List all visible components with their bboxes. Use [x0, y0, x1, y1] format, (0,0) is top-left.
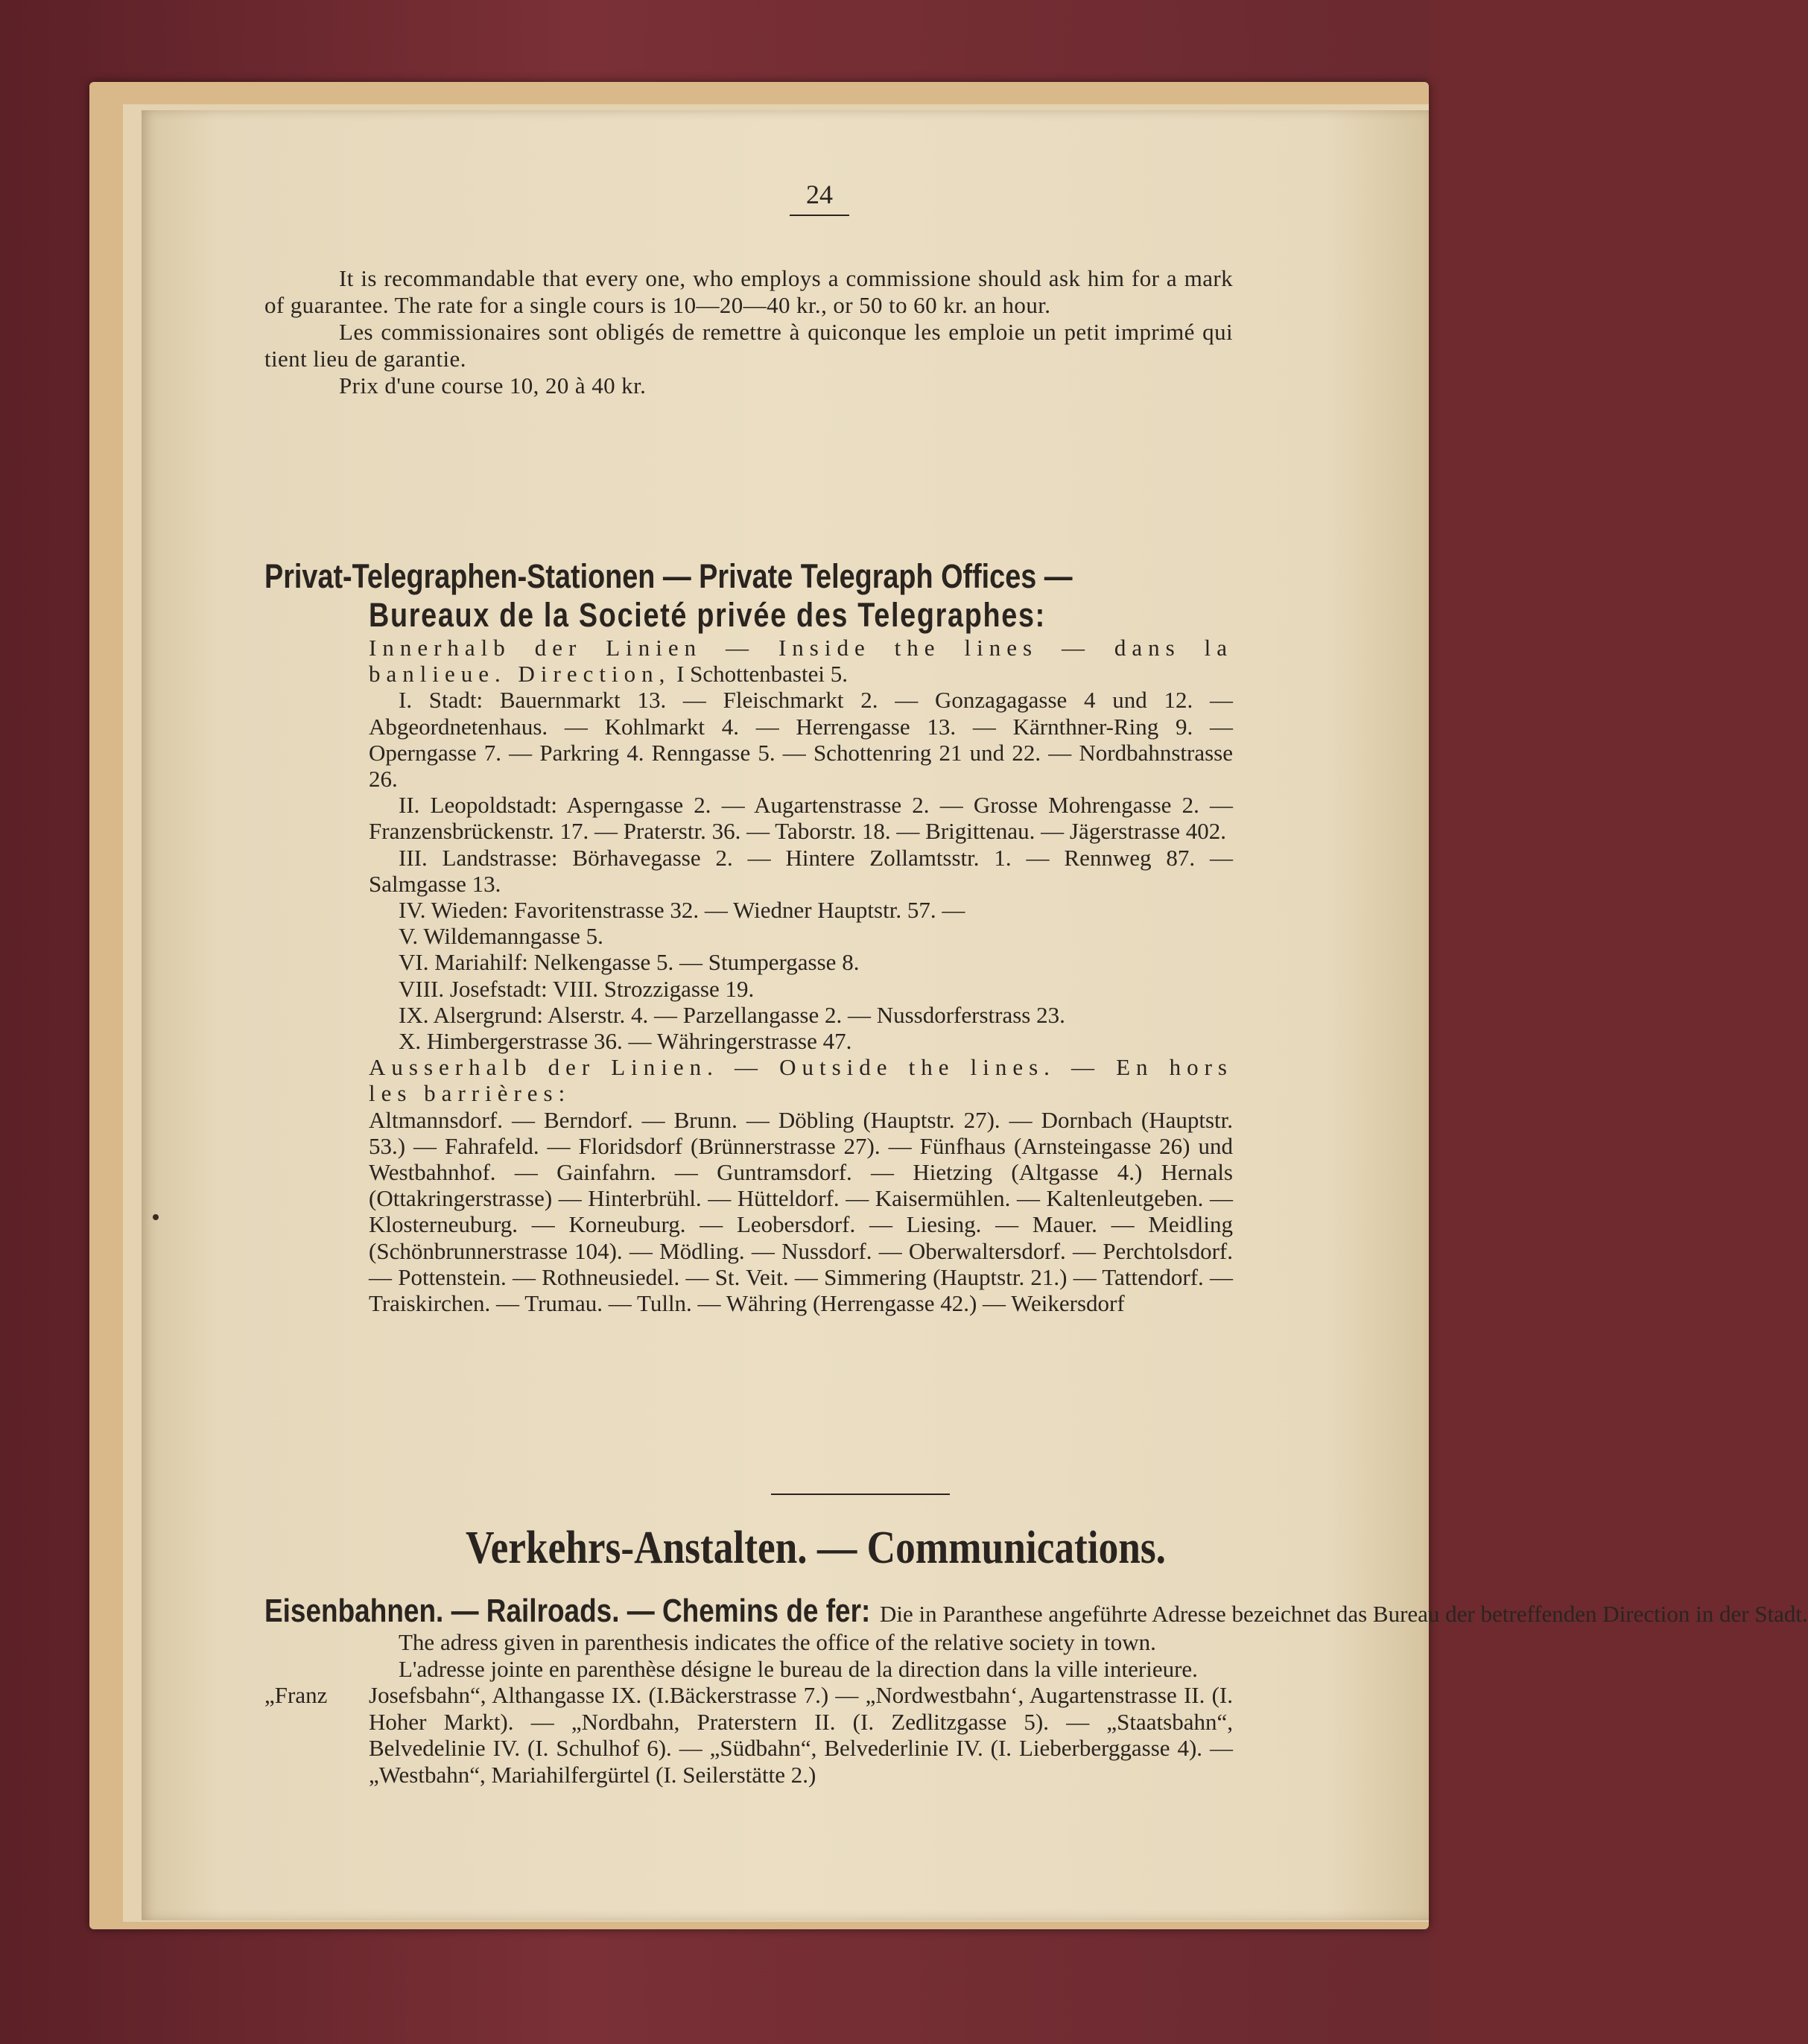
intro-text — [264, 265, 1233, 399]
intro-paragraph-price: Prix d'une course 10, 20 à 40 kr. — [339, 372, 647, 399]
page-number: 24 — [264, 179, 1233, 216]
inner-lines-label: Innerhalb der Linien — Inside the lines — dans la banlieue. Direction, I Schottenbastei 5. — [369, 635, 1233, 688]
district-entry: VIII. Josefstadt: VIII. Strozzigasse 19. — [399, 975, 755, 1002]
district-entry: V. Wildemanngasse 5. — [399, 923, 603, 950]
railways-heading: Eisenbahnen. — Railroads. — Chemins de fer: Die in Paranthese angeführte Adresse bezeichnet das Bureau der betreffenden Direction in der Stadt. — [264, 1593, 1808, 1629]
railway-stations-list: „Franz Josefsbahn“, Althangasse IX. (I.Bäckerstrasse 7.) — „Nordwestbahn‘, Augartenstrasse II. (I. Hoher Markt). — „Nordbahn, Praterstern II. (I. Zedlitzgasse 5). — „Staatsbahn“, Belvedelinie IV. (I. Schulhof 6). — „Südbahn“, Belvederlinie IV. (I. Lieberberggasse 4). — „Westbahn“, Mariahilfergürtel (I. Seilerstätte 2.) — [264, 1682, 1233, 1788]
district-entry: II. Leopoldstadt: Asperngasse 2. — Augartenstrasse 2. — Grosse Mohrengasse 2. — Franzensbrückenstr. 17. — Praterstr. 36. — Taborstr. 18. — Brigittenau. — Jägerstrasse 402. — [369, 792, 1233, 845]
district-entry: I. Stadt: Bauernmarkt 13. — Fleischmarkt 2. — Gonzagagasse 4 und 12. — Abgeordnetenhaus. — Kohlmarkt 4. — Herrengasse 13. — Kärnthner-Ring 9. — Operngasse 7. — Parkring 4. Renngasse 5. — Schottenring 21 und 22. — Nordbahnstrasse 26. — [369, 687, 1233, 793]
section-title: Verkehrs-Anstalten. — Communications. — [465, 1523, 1167, 1573]
telegraph-section — [264, 557, 1233, 1316]
page-tear-mark — [1371, 812, 1393, 830]
railways-section — [264, 1593, 1808, 1788]
district-entry: VI. Mariahilf: Nelkengasse 5. — Stumpergasse 8. — [399, 949, 860, 976]
outer-lines-label: Ausserhalb der Linien. — Outside the lines. — En hors les barrières: — [369, 1054, 1233, 1107]
district-entry: IX. Alsergrund: Alserstr. 4. — Parzellangasse 2. — Nussdorferstrass 23. — [399, 1001, 1065, 1028]
railways-notes — [369, 1629, 1233, 1682]
district-entry: X. Himbergerstrasse 36. — Währingerstrasse 47. — [399, 1028, 852, 1055]
telegraph-body — [369, 635, 1233, 1316]
page-spot — [153, 1214, 159, 1220]
section-divider — [771, 1494, 950, 1495]
outer-lines-list: Altmannsdorf. — Berndorf. — Brunn. — Döbling (Hauptstr. 27). — Dornbach (Hauptstr. 53.) — Fahrafeld. — Floridsdorf (Brünnerstrasse 27). — Fünfhaus (Arnsteingasse 26) und Westbahnhof. — Gainfahrn. — Guntramsdorf. — Hietzing (Altgasse 4.) Hernals (Ottakringerstrasse) — Hinterbrühl. — Hütteldorf. — Kaisermühlen. — Kaltenleutgeben. — Klosterneuburg. — Korneuburg. — Leobersdorf. — Liesing. — Mauer. — Meidling (Schönbrunnerstrasse 104). — Mödling. — Nussdorf. — Oberwaltersdorf. — Perchtolsdorf. — Pottenstein. — Rothneusiedel. — St. Veit. — Simmering (Hauptstr. 21.) — Tattendorf. — Traiskirchen. — Trumau. — Tulln. — Währing (Herrengasse 42.) — Weikersdorf — [369, 1106, 1233, 1317]
railways-note-en: The adress given in parenthesis indicates the office of the relative society in town. — [399, 1629, 1156, 1655]
intro-paragraph-en: It is recommandable that every one, who employs a commissione should ask him for a mark of guarantee. The rate for a single cours is 10—20—40 kr., or 50 to 60 kr. an hour. — [264, 265, 1233, 318]
railways-note-fr: L'adresse jointe en parenthèse désigne le bureau de la direction dans la ville interieure. — [399, 1655, 1198, 1682]
district-entry: III. Landstrasse: Börhavegasse 2. — Hintere Zollamtsstr. 1. — Rennweg 87. — Salmgasse 13. — [369, 844, 1233, 897]
telegraph-heading-line2: Bureaux de la Societé privée des Telegraphes: — [369, 596, 1046, 634]
intro-paragraph-fr: Les commissionaires sont obligés de remettre à quiconque les emploie un petit imprimé qui tient lieu de garantie. — [264, 319, 1233, 372]
book-page — [142, 110, 1808, 1920]
district-entry: IV. Wieden: Favoritenstrasse 32. — Wiedner Hauptstr. 57. — — [399, 897, 965, 924]
telegraph-heading-line1: Privat-Telegraphen-Stationen — Private Telegraph Offices — — [264, 557, 1073, 595]
